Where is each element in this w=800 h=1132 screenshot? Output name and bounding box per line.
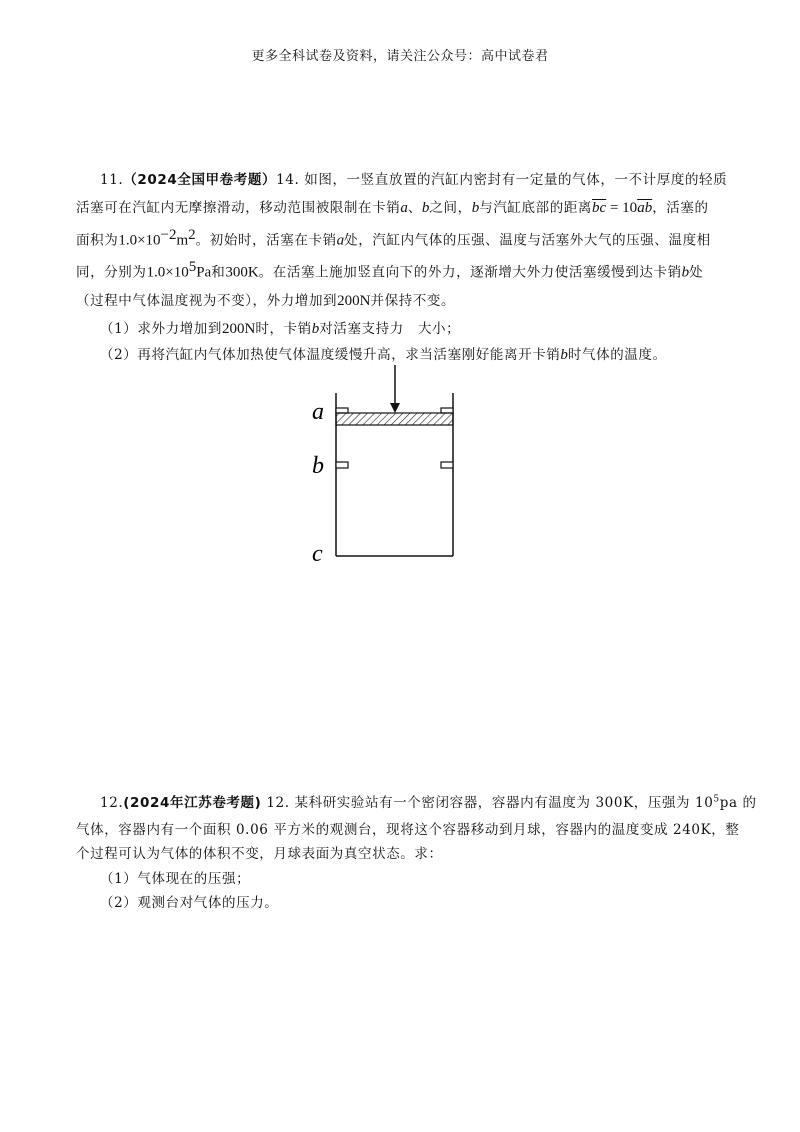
q11-text: 并保持不变。	[370, 293, 456, 309]
q11-text: 如图，一竖直放置的汽缸内密封有一定量的气体，一不计厚度的轻质	[304, 172, 728, 188]
var-b: b	[471, 200, 480, 216]
q11-text: 、	[407, 200, 422, 216]
var-b: b	[311, 321, 320, 337]
var-b: b	[560, 347, 568, 363]
q11-line-4	[76, 259, 726, 282]
q11-text: 。初始时，活塞在卡销	[195, 232, 337, 249]
q12-text: 某科研实验站有一个密闭容器，容器内有温度为 300K，压强为 10	[294, 795, 714, 811]
q12-line-1	[100, 791, 757, 811]
q11-text: 与汽缸底部的距离	[479, 200, 593, 216]
label-a: a	[312, 399, 324, 425]
q11-text: 处，汽缸内气体的压强、温度与活塞外大气的压强、温度相	[344, 232, 711, 249]
piston	[336, 413, 453, 425]
q11-text: （过程中气体温度视为不变），外力增加到	[76, 293, 338, 309]
stop-pin-a-right	[441, 408, 453, 413]
q11-text: （1）求外力增加到	[100, 321, 222, 337]
math-temp: 300K	[225, 264, 259, 281]
math-area: 1.0×10	[118, 232, 161, 249]
cylinder-diagram	[300, 360, 480, 570]
q11-line-3	[76, 227, 726, 250]
var-a: a	[336, 232, 345, 249]
q11-sub-number: 14.	[276, 172, 300, 188]
q12-line-2: 气体，容器内有一个面积 0.06 平方米的观测台，现将这个容器移动到月球，容器内的温度变成 240K，整	[76, 822, 740, 838]
var-a: a	[400, 200, 408, 216]
math-force: 200N	[222, 321, 256, 337]
q11-text: 对活塞支持力 大小；	[319, 321, 461, 337]
var-b: b	[681, 264, 690, 281]
math-pressure-exp: 5	[188, 259, 197, 275]
q11-sub-1	[100, 317, 750, 338]
force-arrow-icon	[390, 403, 400, 413]
q11-text: 时，卡销	[255, 321, 312, 337]
q11-text: 。在活塞上施加竖直向下的外力，逐渐增大外力使活塞缓慢到达卡销	[258, 264, 682, 281]
q11-number: 11.	[100, 172, 124, 188]
q11-line-5	[76, 289, 726, 310]
math-area-exp: −2	[160, 227, 177, 243]
stop-pin-a-left	[336, 408, 348, 413]
q12-source: (2024年江苏卷考题)	[123, 795, 262, 811]
math-eq: = 10	[606, 200, 638, 216]
q11-text: 同，分别为	[76, 264, 147, 281]
q12-sub-1: （1）气体现在的压强；	[100, 871, 251, 887]
q11-text: ，活塞的	[652, 200, 709, 216]
math-ab: $\overline{ab}$	[637, 200, 653, 216]
q11-text: 时气体的温度。	[567, 347, 667, 363]
q11-text: 面积为	[76, 232, 119, 249]
q11-source: （2024全国甲卷考题）	[123, 172, 277, 188]
q12-line-3: 个过程可认为气体的体积不变，月球表面为真空状态。求：	[76, 846, 443, 862]
q11-text: （2）再将汽缸内气体加热使气体温度缓慢升高，求当活塞刚好能离开卡销	[100, 347, 561, 363]
stop-pin-b-left	[336, 462, 348, 468]
q11-line-1	[100, 168, 750, 188]
q11-text: 处	[689, 264, 704, 281]
math-pressure-unit: Pa	[196, 264, 212, 281]
q12-exp: 5	[713, 794, 720, 805]
q11-text: 之间，	[429, 200, 472, 216]
label-b: b	[312, 453, 324, 479]
math-pressure: 1.0×10	[146, 264, 189, 281]
q12-sub-number: 12.	[266, 795, 290, 811]
math-area-unit-exp: 2	[188, 227, 196, 243]
math-bc: $\overline{bc}$	[592, 200, 607, 216]
stop-pin-b-right	[441, 462, 453, 468]
var-b: b	[421, 200, 430, 216]
q11-line-2	[76, 196, 726, 217]
math-area-unit: m	[176, 232, 189, 249]
q11-text: 活塞可在汽缸内无摩擦滑动，移动范围被限制在卡销	[76, 200, 401, 216]
label-c: c	[312, 541, 323, 567]
q11-text: 和	[211, 264, 226, 281]
math-force: 200N	[337, 293, 371, 309]
q12-text: pa 的	[719, 795, 757, 811]
q12-sub-2: （2）观测台对气体的压力。	[100, 895, 279, 911]
q12-number: 12.	[100, 795, 124, 811]
page-header: 更多全科试卷及资料，请关注公众号：高中试卷君	[251, 49, 549, 64]
